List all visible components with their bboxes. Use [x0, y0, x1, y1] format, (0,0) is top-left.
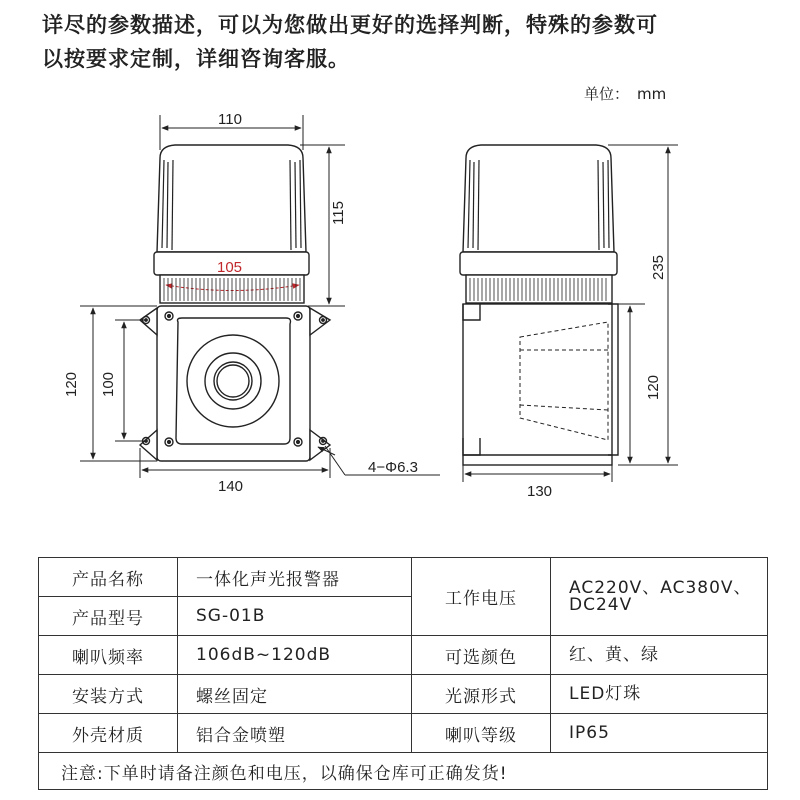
spec-label: 可选颜色	[412, 636, 551, 675]
spec-value: 一体化声光报警器	[178, 558, 412, 597]
spec-value: 铝合金喷塑	[178, 714, 412, 753]
spec-label: 光源形式	[412, 675, 551, 714]
dim-side-body-width: 130	[527, 483, 553, 500]
intro-line-2: 以按要求定制，详细咨询客服。	[42, 47, 350, 71]
spec-label: 喇叭等级	[412, 714, 551, 753]
spec-label: 喇叭频率	[39, 636, 178, 675]
intro-line-1: 详尽的参数描述，可以为您做出更好的选择判断，特殊的参数可	[42, 13, 658, 37]
side-body	[463, 304, 612, 465]
side-base-ring	[460, 252, 617, 275]
dim-front-hole-spec: 4−Φ6.3	[368, 459, 418, 476]
spec-value: 螺丝固定	[178, 675, 412, 714]
dim-front-top-height: 115	[330, 201, 347, 225]
table-row	[39, 753, 768, 790]
front-tab-bottom-right	[310, 430, 330, 460]
unit-value: mm	[637, 85, 667, 103]
spec-value: IP65	[551, 714, 768, 753]
dim-side-total-height: 235	[650, 254, 667, 280]
front-tab-bottom-left	[140, 430, 157, 460]
spec-label: 工作电压	[412, 558, 551, 636]
knurl-lines	[164, 278, 300, 301]
dim-front-base-width: 105	[217, 259, 243, 276]
spec-value: 106dB~120dB	[178, 636, 412, 675]
dim-front-body-height-inner: 100	[100, 371, 117, 397]
dim-front-body-height-outer: 120	[63, 371, 80, 397]
table-row	[39, 636, 768, 675]
table-row	[39, 675, 768, 714]
spec-value-voltage	[551, 558, 768, 636]
spec-label: 安装方式	[39, 675, 178, 714]
dim-front-top-width: 110	[218, 111, 242, 128]
table-row	[39, 714, 768, 753]
spec-value: 红、黄、绿	[551, 636, 768, 675]
order-note: 注意:下单时请备注颜色和电压，以确保仓库可正确发货!	[39, 753, 768, 790]
unit-label-text: 单位：	[584, 85, 630, 103]
knurl-lines	[470, 278, 606, 301]
spec-label: 外壳材质	[39, 714, 178, 753]
spec-label: 产品名称	[39, 558, 178, 597]
side-lamp-dome	[463, 145, 614, 252]
side-view	[460, 145, 618, 465]
front-lamp-dome	[157, 145, 306, 252]
spec-value: LED灯珠	[551, 675, 768, 714]
dim-side-body-height: 120	[645, 374, 662, 400]
dim-front-body-width: 140	[218, 478, 244, 495]
spec-value-line-2: DC24V	[569, 594, 633, 615]
spec-value: SG-01B	[178, 597, 412, 636]
front-horn-frame	[176, 318, 291, 444]
spec-table	[38, 557, 768, 790]
intro-paragraph	[42, 8, 782, 76]
spec-value-line-1: AC220V、AC380V、	[569, 577, 752, 598]
front-view	[140, 145, 330, 461]
technical-drawing	[0, 100, 800, 500]
table-row	[39, 558, 768, 597]
spec-label: 产品型号	[39, 597, 178, 636]
